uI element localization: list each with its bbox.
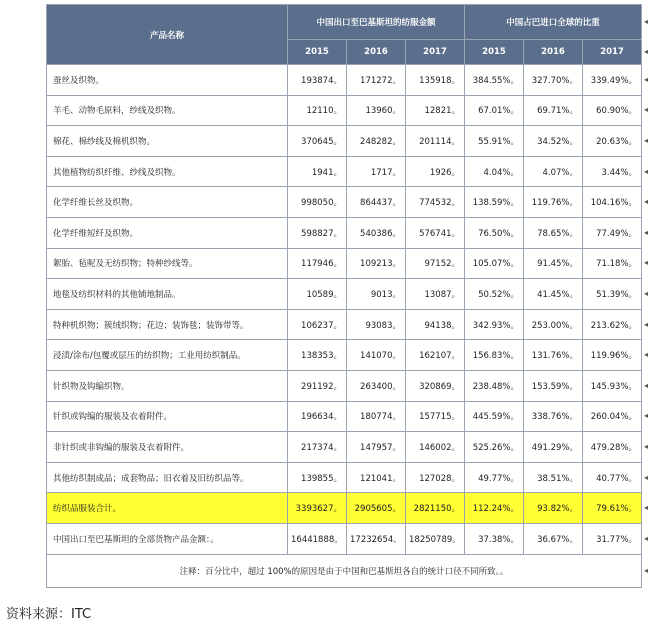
share-percent-cell: 105.07%。 — [465, 248, 524, 279]
row-end-mark: ◂ — [644, 380, 649, 390]
row-end-mark: ◂ — [644, 47, 649, 56]
share-percent-cell: 69.71%。 — [524, 95, 583, 126]
row-end-mark: ◂ — [644, 197, 649, 207]
export-amount-cell: 94138。 — [406, 309, 465, 340]
row-end-mark: ◂ — [644, 74, 649, 84]
share-percent-cell: 55.91%。 — [465, 126, 524, 157]
share-percent-cell: 119.96%。 — [583, 340, 642, 371]
export-amount-cell: 201114。 — [406, 126, 465, 157]
export-amount-cell: 1926。 — [406, 156, 465, 187]
share-percent-cell: 156.83%。 — [465, 340, 524, 371]
product-name-cell: 化学纤维长丝及织物。 — [47, 187, 288, 218]
export-amount-cell: 248282。 — [347, 126, 406, 157]
header-year: 2016 — [347, 40, 406, 65]
product-name-cell: 絮胎、毡呢及无纺织物；特种纱线等。 — [47, 248, 288, 279]
share-percent-cell: 339.49%。 — [583, 65, 642, 96]
row-end-mark: ◂ — [644, 533, 649, 543]
share-percent-cell: 31.77%。 — [583, 523, 642, 554]
header-year: 2017 — [583, 40, 642, 65]
header-product-name: 产品名称 — [47, 5, 288, 65]
export-amount-cell: 139855。 — [288, 462, 347, 493]
export-amount-cell: 93083。 — [347, 309, 406, 340]
table-body — [47, 65, 642, 588]
export-amount-cell: 2905605。 — [347, 493, 406, 524]
product-name-cell: 非针织或非钩编的服装及衣着附件。 — [47, 432, 288, 463]
export-amount-cell: 162107。 — [406, 340, 465, 371]
row-end-mark: ◂ — [644, 135, 649, 145]
row-end-mark: ◂ — [644, 105, 649, 115]
export-amount-cell: 180774。 — [347, 401, 406, 432]
export-amount-cell: 2821150。 — [406, 493, 465, 524]
share-percent-cell: 77.49%。 — [583, 217, 642, 248]
table-row — [47, 462, 642, 493]
row-end-mark: ◂ — [644, 166, 649, 176]
row-end-mark: ◂ — [644, 17, 649, 26]
export-amount-cell: 138353。 — [288, 340, 347, 371]
export-amount-cell: 171272。 — [347, 65, 406, 96]
table-row — [47, 65, 642, 96]
source-caption: 资料来源：ITC — [6, 607, 92, 622]
export-amount-cell: 121041。 — [347, 462, 406, 493]
table-row — [47, 156, 642, 187]
row-end-mark: ◂ — [644, 350, 649, 360]
export-amount-cell: 109213。 — [347, 248, 406, 279]
share-percent-cell: 112.24%。 — [465, 493, 524, 524]
share-percent-cell: 60.90%。 — [583, 95, 642, 126]
export-amount-cell: 157715。 — [406, 401, 465, 432]
export-amount-cell: 10589。 — [288, 279, 347, 310]
share-percent-cell: 20.63%。 — [583, 126, 642, 157]
share-percent-cell: 479.28%。 — [583, 432, 642, 463]
share-percent-cell: 51.39%。 — [583, 279, 642, 310]
table-row — [47, 401, 642, 432]
export-amount-cell: 12110。 — [288, 95, 347, 126]
table-row — [47, 126, 642, 157]
share-percent-cell: 327.70%。 — [524, 65, 583, 96]
export-amount-cell: 196634。 — [288, 401, 347, 432]
product-name-cell: 浸渍/涂布/包覆或层压的纺织物；工业用纺织制品。 — [47, 340, 288, 371]
table-row — [47, 187, 642, 218]
share-percent-cell: 71.18%。 — [583, 248, 642, 279]
export-amount-cell: 1717。 — [347, 156, 406, 187]
share-percent-cell: 76.50%。 — [465, 217, 524, 248]
product-name-cell: 其他纺织制成品；成套物品；旧衣着及旧纺织品等。 — [47, 462, 288, 493]
export-amount-cell: 117946。 — [288, 248, 347, 279]
export-amount-cell: 320869。 — [406, 370, 465, 401]
table-note: 注释：百分比中，超过 100%的原因是由于中国和巴基斯坦各自的统计口径不同所致。。 — [47, 554, 642, 587]
table-row — [47, 248, 642, 279]
export-amount-cell: 127028。 — [406, 462, 465, 493]
share-percent-cell: 3.44%。 — [583, 156, 642, 187]
table-row — [47, 95, 642, 126]
header-year: 2015 — [465, 40, 524, 65]
share-percent-cell: 119.76%。 — [524, 187, 583, 218]
export-amount-cell: 97152。 — [406, 248, 465, 279]
export-amount-cell: 135918。 — [406, 65, 465, 96]
share-percent-cell: 153.59%。 — [524, 370, 583, 401]
export-amount-cell: 146002。 — [406, 432, 465, 463]
row-end-mark: ◂ — [644, 411, 649, 421]
share-percent-cell: 145.93%。 — [583, 370, 642, 401]
export-amount-cell: 998050。 — [288, 187, 347, 218]
export-amount-cell: 16441888。 — [288, 523, 347, 554]
share-percent-cell: 79.61%。 — [583, 493, 642, 524]
share-percent-cell: 525.26%。 — [465, 432, 524, 463]
export-amount-cell: 141070。 — [347, 340, 406, 371]
export-amount-cell: 13960。 — [347, 95, 406, 126]
all-goods-row — [47, 523, 642, 554]
share-percent-cell: 213.62%。 — [583, 309, 642, 340]
share-percent-cell: 4.04%。 — [465, 156, 524, 187]
table-row — [47, 279, 642, 310]
product-name-cell: 纺织品服装合计。 — [47, 493, 288, 524]
header-export-amount: 中国出口至巴基斯坦的纺服金额 — [288, 5, 465, 40]
export-amount-cell: 774532。 — [406, 187, 465, 218]
share-percent-cell: 50.52%。 — [465, 279, 524, 310]
share-percent-cell: 40.77%。 — [583, 462, 642, 493]
share-percent-cell: 67.01%。 — [465, 95, 524, 126]
export-amount-cell: 598827。 — [288, 217, 347, 248]
share-percent-cell: 4.07%。 — [524, 156, 583, 187]
share-percent-cell: 260.04%。 — [583, 401, 642, 432]
share-percent-cell: 37.38%。 — [465, 523, 524, 554]
export-amount-cell: 540386。 — [347, 217, 406, 248]
share-percent-cell: 253.00%。 — [524, 309, 583, 340]
export-amount-cell: 864437。 — [347, 187, 406, 218]
share-percent-cell: 78.65%。 — [524, 217, 583, 248]
product-name-cell: 针织物及钩编织物。 — [47, 370, 288, 401]
total-row — [47, 493, 642, 524]
row-end-mark: ◂ — [644, 503, 649, 513]
product-name-cell: 棉花、棉纱线及棉机织物。 — [47, 126, 288, 157]
table-row — [47, 432, 642, 463]
export-amount-cell: 193874。 — [288, 65, 347, 96]
export-amount-cell: 13087。 — [406, 279, 465, 310]
export-amount-cell: 17232654。 — [347, 523, 406, 554]
share-percent-cell: 34.52%。 — [524, 126, 583, 157]
header-year: 2016 — [524, 40, 583, 65]
product-name-cell: 化学纤维短纤及织物。 — [47, 217, 288, 248]
share-percent-cell: 36.67%。 — [524, 523, 583, 554]
header-year: 2017 — [406, 40, 465, 65]
product-name-cell: 中国出口至巴基斯坦的全部货物产品金额：。 — [47, 523, 288, 554]
product-name-cell: 针织或钩编的服装及衣着附件。 — [47, 401, 288, 432]
export-amount-cell: 106237。 — [288, 309, 347, 340]
share-percent-cell: 93.82%。 — [524, 493, 583, 524]
product-name-cell: 其他植物纺织纤维、纱线及织物。 — [47, 156, 288, 187]
table-row — [47, 217, 642, 248]
export-amount-cell: 147957。 — [347, 432, 406, 463]
share-percent-cell: 491.29%。 — [524, 432, 583, 463]
table-row — [47, 309, 642, 340]
note-row — [47, 554, 642, 587]
share-percent-cell: 342.93%。 — [465, 309, 524, 340]
export-amount-cell: 3393627。 — [288, 493, 347, 524]
share-percent-cell: 41.45%。 — [524, 279, 583, 310]
export-amount-cell: 291192。 — [288, 370, 347, 401]
share-percent-cell: 138.59%。 — [465, 187, 524, 218]
header-import-share: 中国占巴进口全球的比重 — [465, 5, 642, 40]
share-percent-cell: 384.55%。 — [465, 65, 524, 96]
export-amount-cell: 12821。 — [406, 95, 465, 126]
table-row — [47, 370, 642, 401]
export-amount-cell: 1941。 — [288, 156, 347, 187]
product-name-cell: 蚕丝及织物。 — [47, 65, 288, 96]
share-percent-cell: 445.59%。 — [465, 401, 524, 432]
row-end-mark: ◂ — [644, 258, 649, 268]
export-amount-cell: 576741。 — [406, 217, 465, 248]
export-amount-cell: 263400。 — [347, 370, 406, 401]
textile-export-table — [46, 4, 642, 588]
share-percent-cell: 49.77%。 — [465, 462, 524, 493]
share-percent-cell: 131.76%。 — [524, 340, 583, 371]
share-percent-cell: 38.51%。 — [524, 462, 583, 493]
share-percent-cell: 238.48%。 — [465, 370, 524, 401]
export-amount-cell: 18250789。 — [406, 523, 465, 554]
row-end-mark: ◂ — [644, 565, 649, 575]
row-end-mark: ◂ — [644, 441, 649, 451]
product-name-cell: 特种机织物；簇绒织物；花边；装饰毯；装饰带等。 — [47, 309, 288, 340]
export-amount-cell: 370645。 — [288, 126, 347, 157]
product-name-cell: 羊毛、动物毛原料，纱线及织物。 — [47, 95, 288, 126]
data-table-wrapper — [46, 4, 641, 588]
row-end-mark: ◂ — [644, 227, 649, 237]
export-amount-cell: 217374。 — [288, 432, 347, 463]
table-row — [47, 340, 642, 371]
export-amount-cell: 9013。 — [347, 279, 406, 310]
row-end-mark: ◂ — [644, 288, 649, 298]
table-header — [47, 5, 642, 65]
header-year: 2015 — [288, 40, 347, 65]
share-percent-cell: 104.16%。 — [583, 187, 642, 218]
share-percent-cell: 91.45%。 — [524, 248, 583, 279]
row-end-mark: ◂ — [644, 472, 649, 482]
row-end-mark: ◂ — [644, 319, 649, 329]
share-percent-cell: 338.76%。 — [524, 401, 583, 432]
product-name-cell: 地毯及纺织材料的其他铺地制品。 — [47, 279, 288, 310]
